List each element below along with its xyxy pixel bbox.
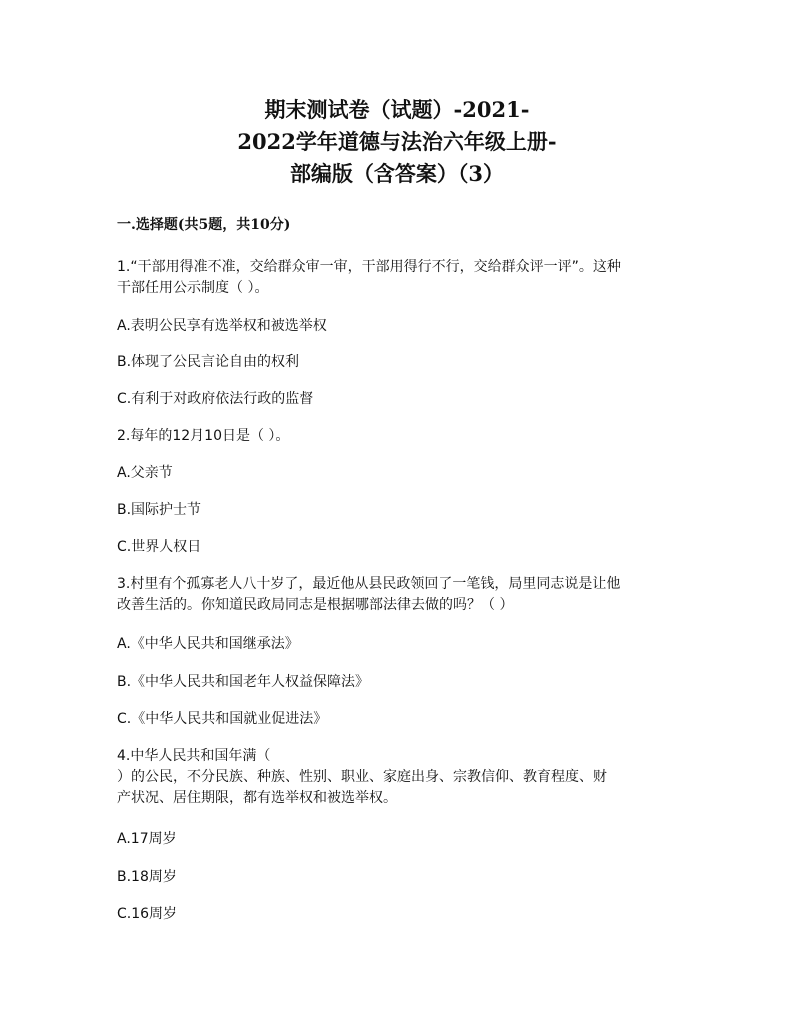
question-4-text — [117, 746, 687, 809]
question-2-option-b: B.国际护士节 — [117, 502, 202, 518]
document-title — [0, 94, 794, 190]
question-3-line-1: 3.村里有个孤寡老人八十岁了，最近他从县民政领回了一笔钱，局里同志说是让他 — [117, 576, 621, 592]
section-heading: 一.选择题(共5题，共10分) — [117, 217, 291, 233]
question-2-text — [117, 426, 687, 447]
question-4-line-1: 4.中华人民共和国年满（ — [117, 748, 271, 764]
question-3-option-b: B.《中华人民共和国老年人权益保障法》 — [117, 674, 370, 690]
title-line-1: 期末测试卷（试题）-2021- — [264, 97, 530, 122]
question-1-line-2: 干部任用公示制度（ ）。 — [117, 280, 269, 296]
question-3-option-c: C.《中华人民共和国就业促进法》 — [117, 711, 328, 727]
question-1-option-c: C.有利于对政府依法行政的监督 — [117, 391, 314, 407]
question-2-option-a: A.父亲节 — [117, 465, 173, 481]
question-1-line-1: 1.“干部用得准不准，交给群众审一审，干部用得行不行，交给群众评一评”。这种 — [117, 259, 621, 275]
question-4-option-c: C.16周岁 — [117, 906, 178, 922]
question-2-line-1: 2.每年的12月10日是（ ）。 — [117, 428, 290, 444]
question-2-option-c: C.世界人权日 — [117, 539, 202, 555]
question-3-line-2: 改善生活的。你知道民政局同志是根据哪部法律去做的吗？（ ） — [117, 597, 514, 613]
question-4-option-b: B.18周岁 — [117, 869, 177, 885]
question-1-option-a: A.表明公民享有选举权和被选举权 — [117, 318, 327, 334]
question-4-line-3: 产状况、居住期限，都有选举权和被选举权。 — [117, 790, 397, 806]
question-4-line-2: ）的公民，不分民族、种族、性别、职业、家庭出身、宗教信仰、教育程度、财 — [117, 769, 607, 785]
title-line-2: 2022学年道德与法治六年级上册- — [237, 129, 557, 154]
question-1-option-b: B.体现了公民言论自由的权利 — [117, 354, 300, 370]
title-line-3: 部编版（含答案）（3） — [289, 161, 505, 186]
question-1-text — [117, 257, 687, 299]
question-4-option-a: A.17周岁 — [117, 831, 177, 847]
question-3-option-a: A.《中华人民共和国继承法》 — [117, 636, 299, 652]
question-3-text — [117, 574, 687, 616]
